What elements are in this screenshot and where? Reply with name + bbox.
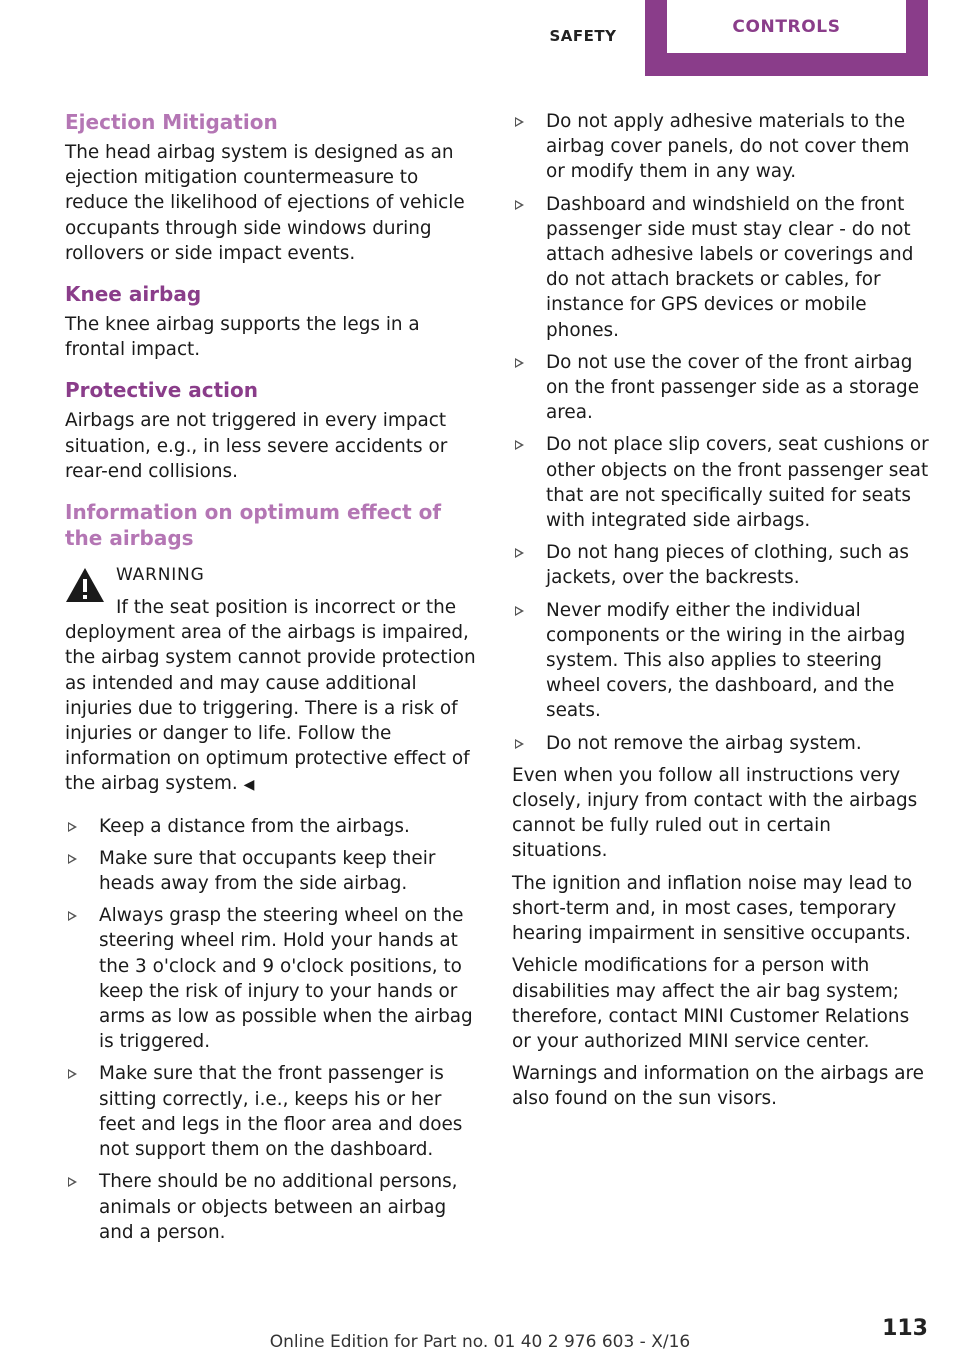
list-item bbox=[512, 598, 930, 724]
heading-protective-action: Protective action bbox=[65, 378, 258, 403]
paragraph-residual-injury: Even when you follow all instructions very closely, injury from contact with the airbags cannot be fully ruled out in certain situations. bbox=[512, 764, 918, 862]
list-item-text: Never modify either the individual components or the wiring in the airbag system. This also applies to steering wheel covers, the dashboard, and the seats. bbox=[546, 599, 906, 722]
list-item bbox=[65, 1061, 483, 1162]
list-item bbox=[65, 814, 483, 839]
list-item bbox=[512, 432, 930, 533]
list-item bbox=[512, 540, 930, 590]
section-optimum-effect bbox=[65, 499, 483, 799]
section-knee-airbag bbox=[65, 281, 483, 362]
bullet-triangle-icon bbox=[68, 1177, 77, 1187]
right-bullet-list bbox=[512, 109, 930, 756]
warning-body: If the seat position is incorrect or the deployment area of the airbags is impaired, the airbag system cannot provide protection as intended and may cause additional injuries due to triggering. There is a risk of injuries or danger to life. Follow the information on optimum protective effect of the airbag system. bbox=[65, 597, 476, 795]
bullet-triangle-icon bbox=[515, 440, 524, 450]
warning-text bbox=[65, 595, 483, 799]
paragraph-knee-airbag: The knee airbag supports the legs in a frontal impact. bbox=[65, 314, 420, 361]
left-bullet-list bbox=[65, 814, 483, 1245]
footer-edition: Online Edition for Part no. 01 40 2 976 603 - X/16 bbox=[269, 1332, 691, 1352]
list-item-text: Always grasp the steering wheel on the steering wheel rim. Hold your hands at the 3 o'clock and 9 o'clock positions, to keep the risk of injury to your hands or arms as low as possible when the airbag is triggered. bbox=[99, 905, 473, 1053]
list-item bbox=[512, 109, 930, 185]
bullet-triangle-icon bbox=[515, 606, 524, 616]
list-item-text: Dashboard and windshield on the front passenger side must stay clear - do not attach adhesive labels or coverings and do not attach brackets or cables, for instance for GPS devices or mobile phones. bbox=[546, 193, 914, 341]
section-ejection-mitigation bbox=[65, 109, 483, 266]
end-mark: ◀ bbox=[243, 777, 255, 794]
tab-controls-label: CONTROLS bbox=[732, 16, 841, 37]
bullet-triangle-icon bbox=[68, 822, 77, 832]
warning-box bbox=[65, 563, 483, 799]
list-item-text: There should be no additional persons, animals or objects between an airbag and a person. bbox=[99, 1171, 458, 1243]
heading-ejection-mitigation: Ejection Mitigation bbox=[65, 110, 278, 134]
bullet-triangle-icon bbox=[68, 911, 77, 921]
list-item bbox=[512, 731, 930, 756]
tab-controls-inner bbox=[667, 0, 906, 53]
list-item-text: Make sure that the front passenger is sitting correctly, i.e., keeps his or her feet and legs in the floor area and does not support them on the dashboard. bbox=[99, 1063, 463, 1161]
list-item-text: Do not apply adhesive materials to the airbag cover panels, do not cover them or modify them in any way. bbox=[546, 111, 910, 183]
heading-optimum-effect: Information on optimum effect of the airbags bbox=[65, 500, 442, 551]
list-item-text: Make sure that occupants keep their heads away from the side airbag. bbox=[99, 847, 436, 895]
list-item bbox=[512, 350, 930, 426]
list-item-text: Do not hang pieces of clothing, such as jackets, over the backrests. bbox=[546, 542, 910, 589]
warning-label: WARNING bbox=[116, 565, 205, 586]
list-item-text: Do not place slip covers, seat cushions or other objects on the front passenger seat that are not specifically suited for seats with integrated side airbags. bbox=[546, 434, 929, 532]
list-item bbox=[65, 903, 483, 1054]
list-item-text: Keep a distance from the airbags. bbox=[99, 815, 410, 837]
list-item-text: Do not use the cover of the front airbag on the front passenger side as a storage area. bbox=[546, 351, 920, 424]
paragraph-sun-visor-warnings: Warnings and information on the airbags are also found on the sun visors. bbox=[512, 1063, 924, 1110]
list-item-text: Do not remove the airbag system. bbox=[546, 732, 862, 754]
section-protective-action bbox=[65, 377, 483, 484]
bullet-triangle-icon bbox=[515, 117, 524, 127]
paragraph-ejection-mitigation: The head airbag system is designed as an ejection mitigation countermeasure to reduce the likelihood of ejections of vehicle occupants through side windows during rollovers or side impact events. bbox=[65, 142, 465, 264]
tab-safety-label: SAFETY bbox=[549, 27, 617, 45]
bullet-triangle-icon bbox=[515, 200, 524, 210]
bullet-triangle-icon bbox=[515, 739, 524, 749]
paragraph-inflation-noise: The ignition and inflation noise may lead to short-term and, in most cases, temporary hearing impairment in sensitive occupants. bbox=[512, 872, 913, 945]
bullet-triangle-icon bbox=[515, 548, 524, 558]
list-item bbox=[65, 1169, 483, 1245]
warning-triangle-icon bbox=[65, 567, 105, 603]
bullet-triangle-icon bbox=[68, 854, 77, 864]
list-item bbox=[65, 846, 483, 896]
heading-knee-airbag: Knee airbag bbox=[65, 282, 202, 307]
paragraph-vehicle-modifications: Vehicle modifications for a person with disabilities may affect the air bag system; therefore, contact MINI Customer Relations or your authorized MINI service center. bbox=[512, 955, 910, 1052]
bullet-triangle-icon bbox=[68, 1069, 77, 1079]
tab-controls[interactable] bbox=[645, 0, 928, 76]
bullet-triangle-icon bbox=[515, 358, 524, 368]
paragraph-protective-action: Airbags are not triggered in every impact situation, e.g., in less severe accidents or rear-end collisions. bbox=[65, 410, 448, 482]
right-column bbox=[512, 109, 930, 1112]
page-number: 113 bbox=[882, 1316, 928, 1341]
left-column bbox=[65, 109, 483, 1252]
list-item bbox=[512, 192, 930, 343]
tab-safety[interactable] bbox=[520, 0, 646, 76]
